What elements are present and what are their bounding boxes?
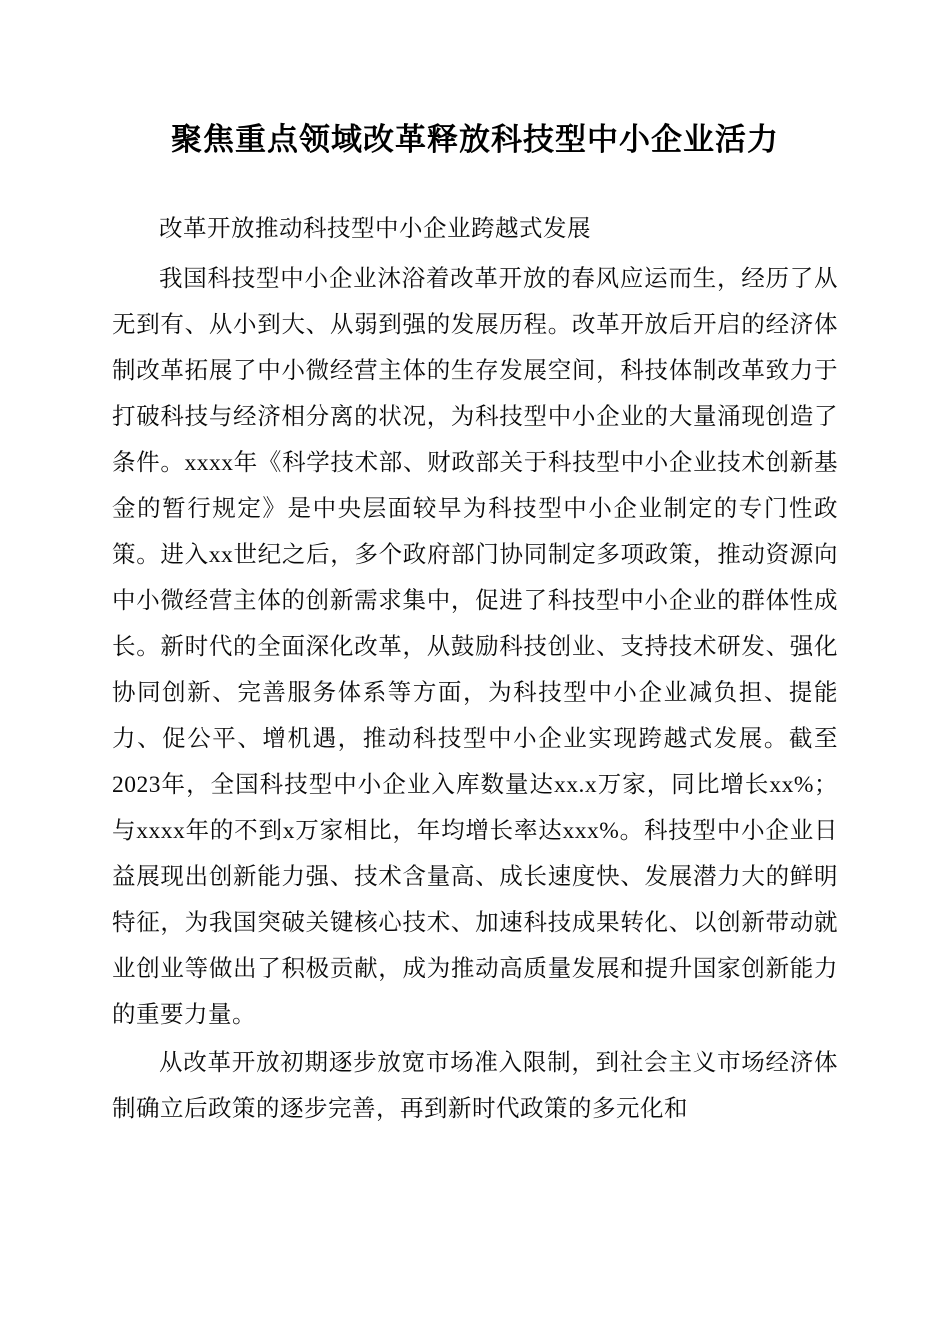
paragraph-2: 我国科技型中小企业沐浴着改革开放的春风应运而生，经历了从无到有、从小到大、从弱到强的发展历程。改革开放后开启的经济体制改革拓展了中小微经营主体的生存发展空间，科技体制改革致力于打破科技与经济相分离的状况，为科技型中小企业的大量涌现创造了条件。xxxx年《科学技术部、财政部关于科技型中小企业技术创新基金的暂行规定》是中央层面较早为科技型中小企业制定的专门性政策。进入xx世纪之后，多个政府部门协同制定多项政策，推动资源向中小微经营主体的创新需求集中，促进了科技型中小企业的群体性成长。新时代的全面深化改革，从鼓励科技创业、支持技术研发、强化协同创新、完善服务体系等方面，为科技型中小企业减负担、提能力、促公平、增机遇，推动科技型中小企业实现跨越式发展。截至2023年，全国科技型中小企业入库数量达xx.x万家，同比增长xx%；与xxxx年的不到x万家相比，年均增长率达xxx%。科技型中小企业日益展现出创新能力强、技术含量高、成长速度快、发展潜力大的鲜明特征，为我国突破关键核心技术、加速科技成果转化、以创新带动就业创业等做出了积极贡献，成为推动高质量发展和提升国家创新能力的重要力量。 (112, 265, 838, 1028)
paragraph-1: 改革开放推动科技型中小企业跨越式发展 (159, 215, 591, 242)
page-title: 聚焦重点领域改革释放科技型中小企业活力 (171, 122, 779, 158)
paragraph-3: 从改革开放初期逐步放宽市场准入限制，到社会主义市场经济体制确立后政策的逐步完善，再到新时代政策的多元化和 (112, 1049, 838, 1122)
